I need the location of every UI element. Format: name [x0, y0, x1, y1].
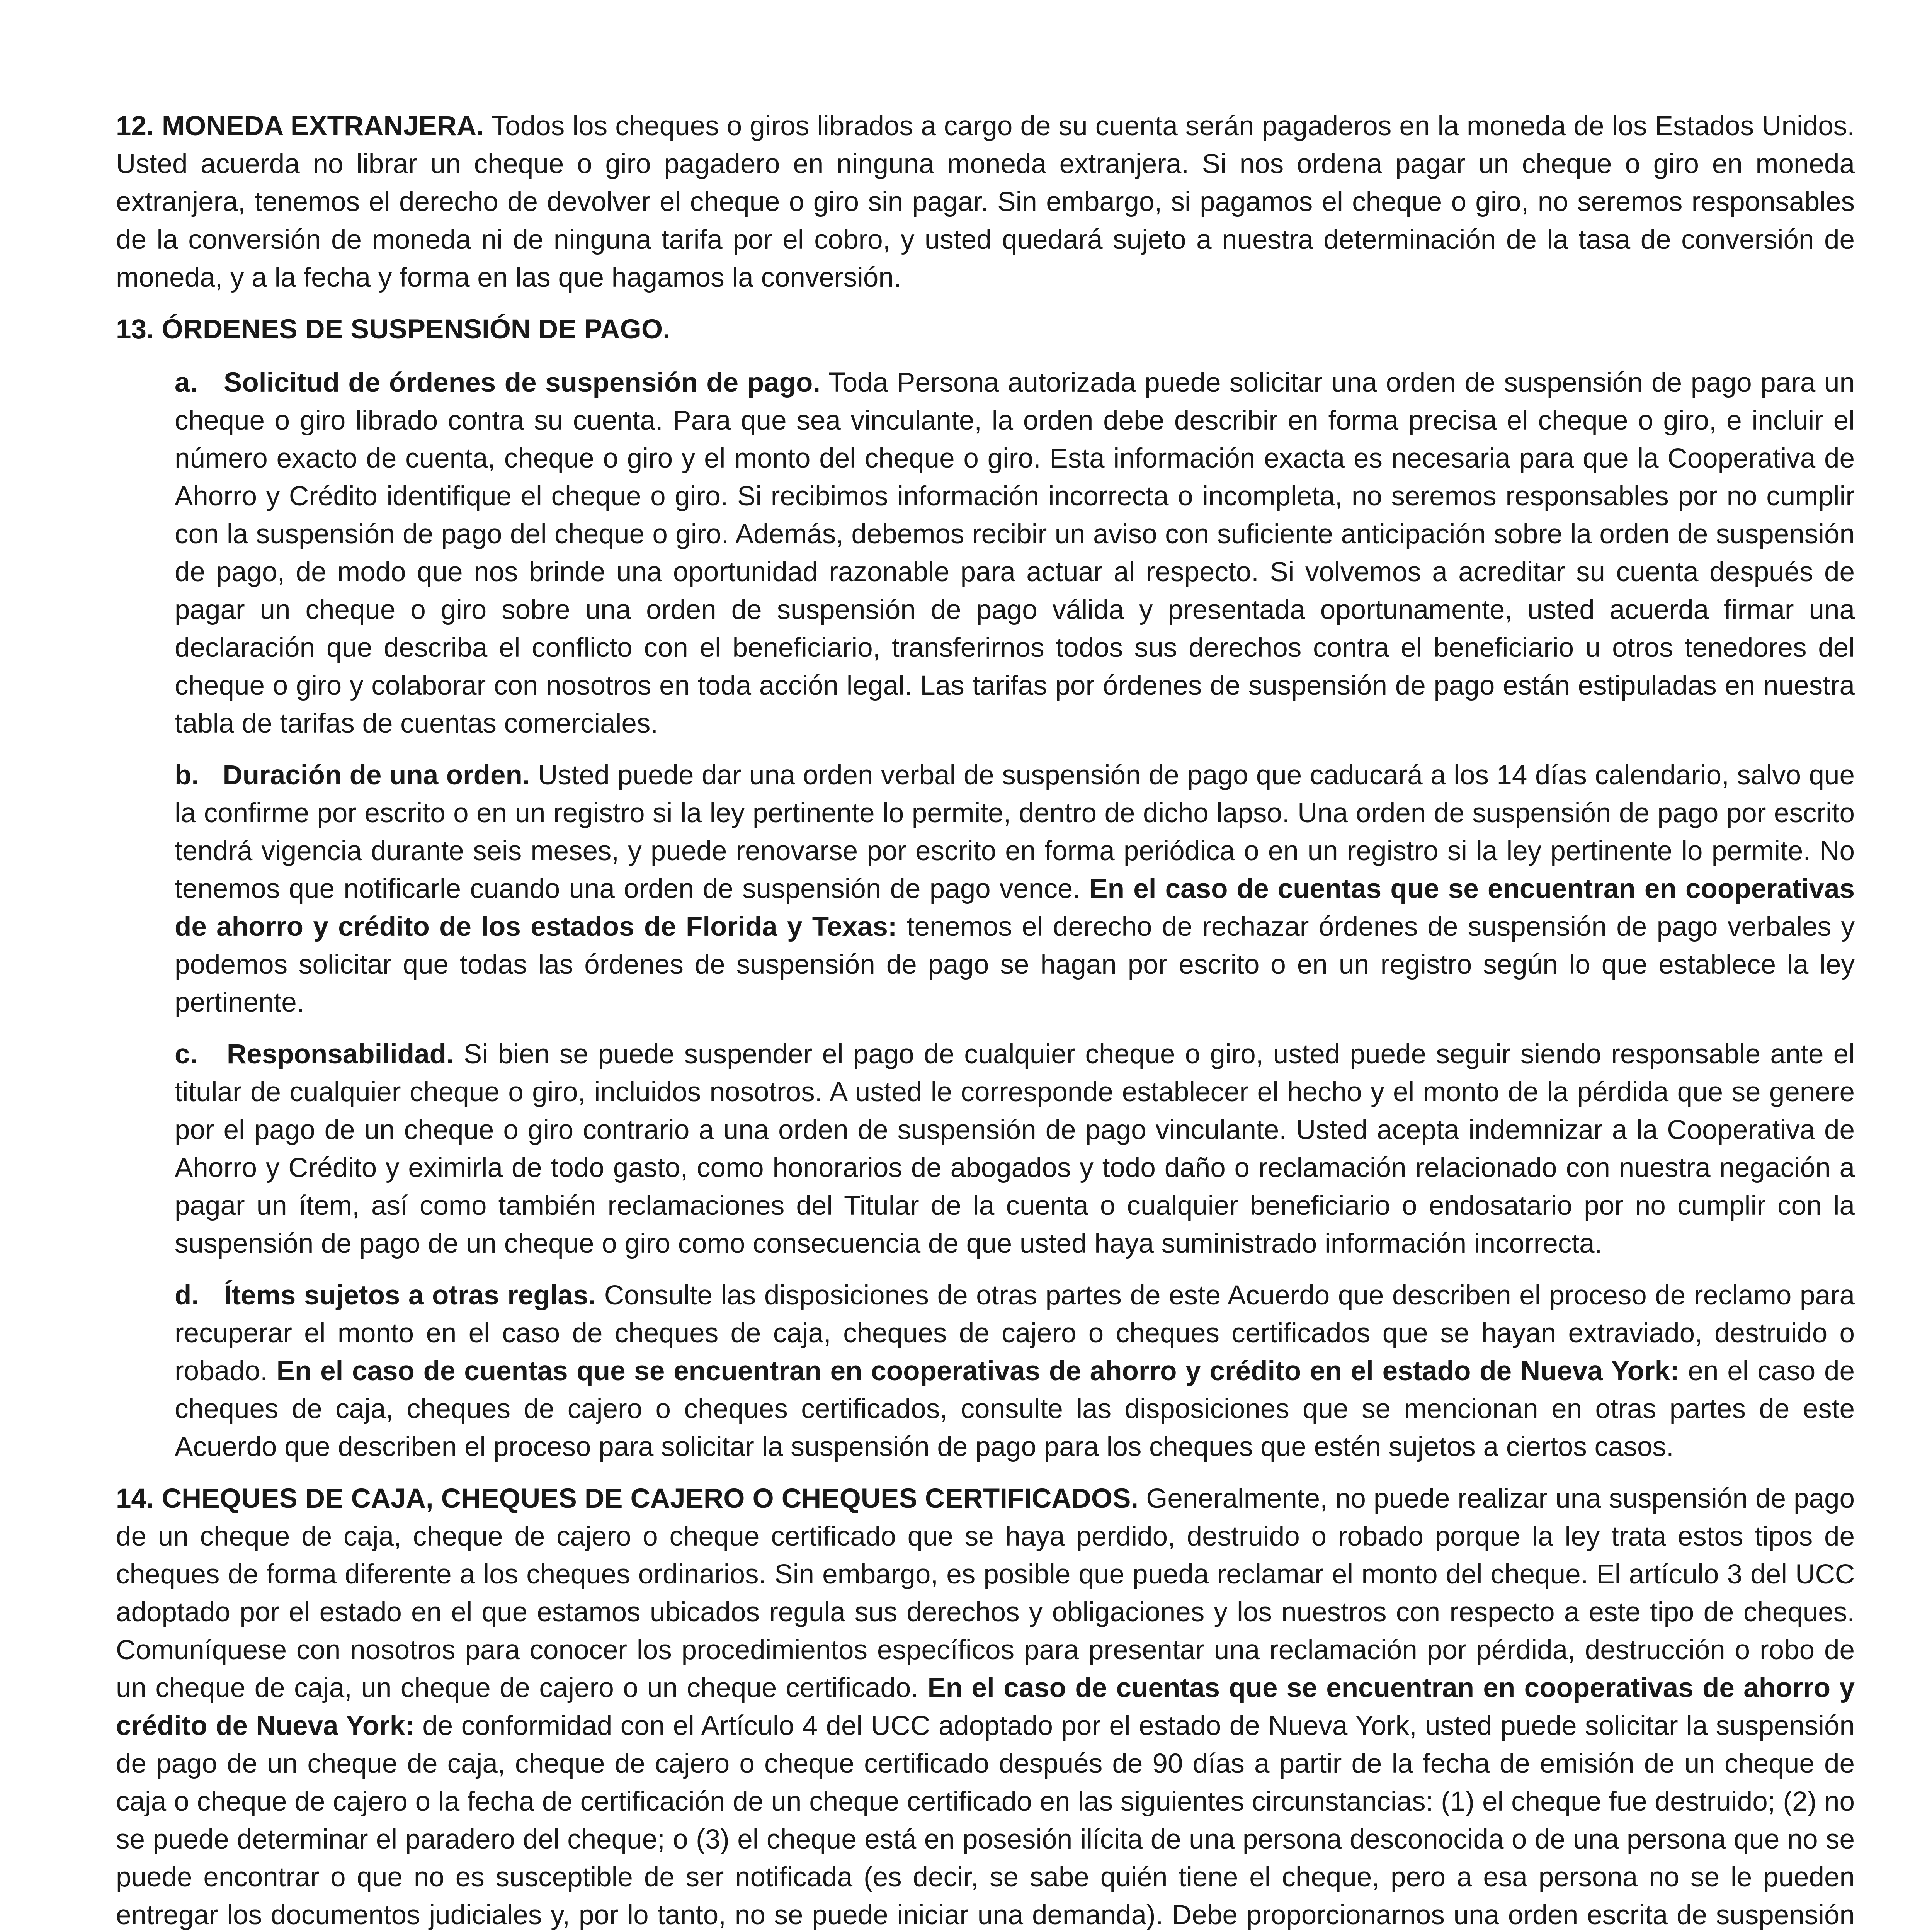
- section-title: MONEDA EXTRANJERA.: [162, 111, 484, 141]
- subsection-letter: c.: [175, 1039, 198, 1070]
- section-number: 12.: [116, 111, 154, 141]
- subsection-title: Duración de una orden.: [223, 760, 530, 791]
- document-body: [116, 107, 1855, 1932]
- subsection-title: Ítems sujetos a otras reglas.: [224, 1280, 596, 1311]
- subsection-13a: [175, 364, 1855, 743]
- section-text: Todos los cheques o giros librados a cargo de su cuenta serán pagaderos en la moneda de los Estados Unidos. Usted acuerda no librar un cheque o giro pagadero en ninguna moneda extranjera. Si nos ordena pagar un cheque o giro en moneda extranjera, tenemos el derecho de devolver el cheque o giro sin pagar. Sin embargo, si pagamos el cheque o giro, no seremos responsables de la conversión de moneda ni de ninguna tarifa por el cobro, y usted quedará sujeto a nuestra determinación de la tasa de conversión de moneda, y a la fecha y forma en las que hagamos la conversión.: [116, 111, 1855, 293]
- subsection-letter: d.: [175, 1280, 199, 1311]
- section-title: ÓRDENES DE SUSPENSIÓN DE PAGO.: [162, 314, 670, 345]
- section-13-heading: [116, 311, 1855, 349]
- section-number: 14.: [116, 1483, 154, 1514]
- subsection-13d: [175, 1277, 1855, 1466]
- subsection-title: Responsabilidad.: [226, 1039, 454, 1070]
- subsection-text: Consulte las disposiciones de otras partes de este Acuerdo que describen el proceso de reclamo para recuperar el monto en el caso de cheques de caja, cheques de cajero o cheques certificados que se hayan extraviado, destruido o robado.: [175, 1280, 1855, 1386]
- subsection-text-continued: tenemos el derecho de rechazar órdenes de suspensión de pago verbales y podemos solicitar que todas las órdenes de suspensión de pago se hagan por escrito o en un registro según lo que establece la ley pertinente.: [175, 912, 1855, 1018]
- section-text-continued: de conformidad con el Artículo 4 del UCC adoptado por el estado de Nueva York, usted puede solicitar la suspensión de pago de un cheque de caja, cheque de cajero o cheque certificado después de 90 días a partir de la fecha de emisión de un cheque de caja o cheque de cajero o la fecha de certificación de un cheque certificado en las siguientes circunstancias: (1) el cheque fue destruido; (2) no se puede determinar el paradero del cheque; o (3) el cheque está en posesión ilícita de una persona desconocida o de una persona que no se puede encontrar o que no es susceptible de ser notificada (es decir, se sabe quién tiene el cheque, pero a esa persona no se le pueden entregar los documentos judiciales y, por lo tanto, no se puede iniciar una demanda). Debe proporcionarnos una orden escrita de suspensión: [116, 1711, 1855, 1930]
- subsection-13b: [175, 757, 1855, 1022]
- section-12: [116, 107, 1855, 297]
- subsection-letter: a.: [175, 367, 198, 398]
- subsection-text: Toda Persona autorizada puede solicitar una orden de suspensión de pago para un cheque o giro librado contra su cuenta. Para que sea vinculante, la orden debe describir en forma precisa el cheque o giro, e incluir el número exacto de cuenta, cheque o giro y el monto del cheque o giro. Esta información exacta es necesaria para que la Cooperativa de Ahorro y Crédito identifique el cheque o giro. Si recibimos información incorrecta o incompleta, no seremos responsables por no cumplir con la suspensión de pago del cheque o giro. Además, debemos recibir un aviso con suficiente anticipación sobre la orden de suspensión de pago, de modo que nos brinde una oportunidad razonable para actuar al respecto. Si volvemos a acreditar su cuenta después de pagar un cheque o giro sobre una orden de suspensión de pago válida y presentada oportunamente, usted acuerda firmar una declaración que describa el conflicto con el beneficiario, transferirnos todos sus derechos contra el beneficiario u otros tenedores del cheque o giro y colaborar con nosotros en toda acción legal. Las tarifas por órdenes de suspensión de pago están estipuladas en nuestra tabla de tarifas de cuentas comerciales.: [175, 367, 1855, 739]
- section-bold-note: En el caso de cuentas que se encuentran en cooperativas de ahorro y crédito de Nueva York:: [116, 1673, 1855, 1741]
- section-number: 13.: [116, 314, 154, 345]
- section-text: Generalmente, no puede realizar una suspensión de pago de un cheque de caja, cheque de cajero o cheque certificado que se haya perdido, destruido o robado porque la ley trata estos tipos de cheques de forma diferente a los cheques ordinarios. Sin embargo, es posible que pueda reclamar el monto del cheque. El artículo 3 del UCC adoptado por el estado en el que estamos ubicados regula sus derechos y obligaciones y los nuestros con respecto a este tipo de cheques. Comuníquese con nosotros para conocer los procedimientos específicos para presentar una reclamación por pérdida, destrucción o robo de un cheque de caja, un cheque de cajero o un cheque certificado.: [116, 1483, 1855, 1703]
- section-14: [116, 1480, 1855, 1932]
- subsection-bold-note: En el caso de cuentas que se encuentran en cooperativas de ahorro y crédito en el estado de Nueva York:: [276, 1356, 1679, 1386]
- subsection-title: Solicitud de órdenes de suspensión de pago.: [224, 367, 821, 398]
- subsection-text: Usted puede dar una orden verbal de suspensión de pago que caducará a los 14 días calendario, salvo que la confirme por escrito o en un registro si la ley pertinente lo permite, dentro de dicho lapso. Una orden de suspensión de pago por escrito tendrá vigencia durante seis meses, y puede renovarse por escrito en forma periódica o en un registro si la ley pertinente lo permite. No tenemos que notificarle cuando una orden de suspensión de pago vence.: [175, 760, 1855, 904]
- section-title: CHEQUES DE CAJA, CHEQUES DE CAJERO O CHEQUES CERTIFICADOS.: [162, 1483, 1139, 1514]
- subsection-13c: [175, 1036, 1855, 1263]
- subsection-text-continued: en el caso de cheques de caja, cheques de cajero o cheques certificados, consulte las disposiciones que se mencionan en otras partes de este Acuerdo que describen el proceso para solicitar la suspensión de pago para los cheques que estén sujetos a ciertos casos.: [175, 1356, 1855, 1462]
- subsection-text: Si bien se puede suspender el pago de cualquier cheque o giro, usted puede seguir siendo responsable ante el titular de cualquier cheque o giro, incluidos nosotros. A usted le corresponde establecer el hecho y el monto de la pérdida que se genere por el pago de un cheque o giro contrario a una orden de suspensión de pago vinculante. Usted acepta indemnizar a la Cooperativa de Ahorro y Crédito y eximirla de todo gasto, como honorarios de abogados y todo daño o reclamación relacionado con nuestra negación a pagar un ítem, así como también reclamaciones del Titular de la cuenta o cualquier beneficiario o endosatario por no cumplir con la suspensión de pago de un cheque o giro como consecuencia de que usted haya suministrado información incorrecta.: [175, 1039, 1855, 1259]
- subsection-bold-note: En el caso de cuentas que se encuentran en cooperativas de ahorro y crédito de los estados de Florida y Texas:: [175, 874, 1855, 942]
- subsection-letter: b.: [175, 760, 199, 791]
